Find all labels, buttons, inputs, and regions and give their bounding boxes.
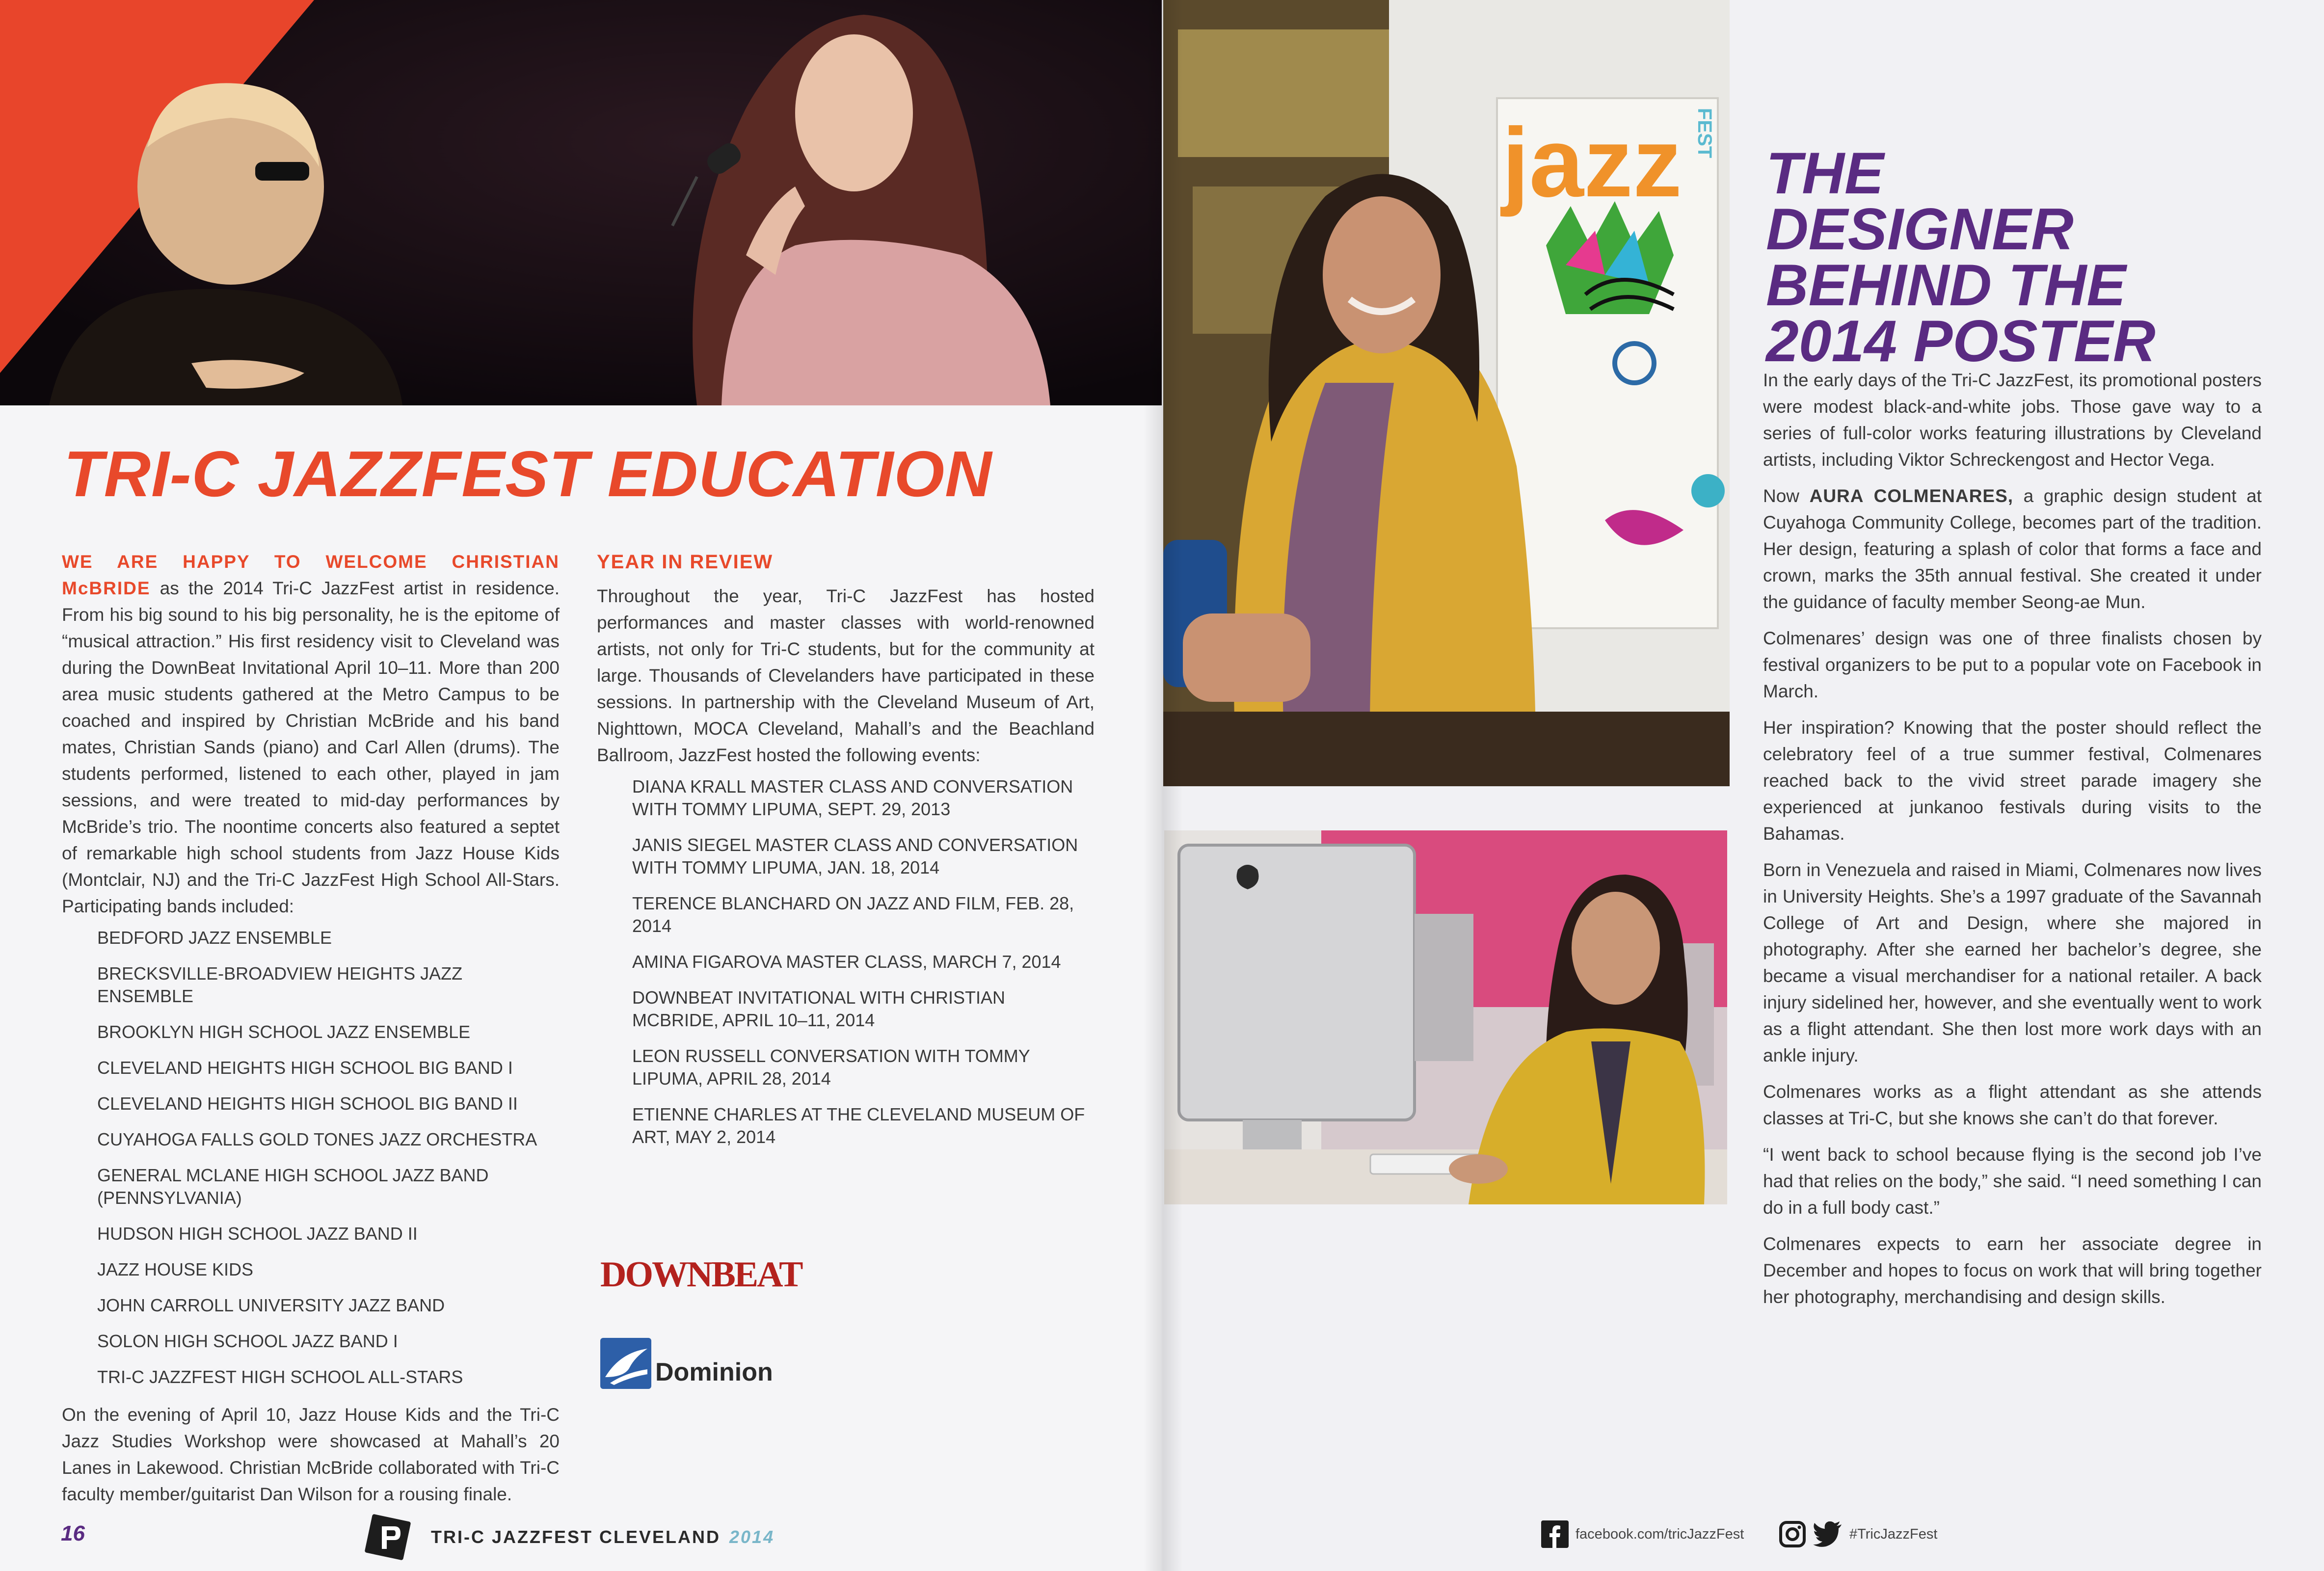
- designer-poster-photo-art: [1163, 0, 1730, 786]
- facebook-icon: [1541, 1520, 1569, 1548]
- band-item: BROOKLYN HIGH SCHOOL JAZZ ENSEMBLE: [97, 1022, 471, 1042]
- event-item: TERENCE BLANCHARD ON JAZZ AND FILM, FEB. 28, 2014: [632, 893, 1074, 936]
- band-item: BEDFORD JAZZ ENSEMBLE: [97, 928, 332, 948]
- band-list: [97, 927, 560, 1388]
- article-paragraph: “I went back to school because flying is the second job I’ve had that relies on the body,” she said. “I need something I can do in a full body cast.”: [1763, 1145, 2262, 1218]
- intro-lead-name: McBRIDE: [62, 578, 151, 598]
- facebook-link[interactable]: [1541, 1520, 1744, 1548]
- event-item: ETIENNE CHARLES AT THE CLEVELAND MUSEUM OF ART, MAY 2, 2014: [632, 1104, 1085, 1147]
- article-paragraph: Colmenares works as a flight attendant as she attends classes at Tri-C, but she knows she can’t do that forever.: [1763, 1082, 2262, 1128]
- intro-body: as the 2014 Tri-C JazzFest artist in residence. From his big sound to his big personality, he is the epitome of “musical attraction.” His first residency visit to Cleveland was during the DownBeat Invitational April 10–11. More than 200 area music students gathered at the Metro Campus to be coached and inspired by Christian McBride and his band mates, Christian Sands (piano) and Carl Allen (drums). The students performed, listened to each other, played in jam sessions, and were treated to mid-day performances by McBride’s trio. The noontime concerts also featured a septet of remarkable high school students from Jazz House Kids (Montclair, NJ) and the Tri-C JazzFest High School All-Stars. Participating bands included:: [62, 578, 560, 916]
- playhouse-square-logo-icon: [364, 1514, 411, 1561]
- article-paragraph: [1763, 483, 2262, 615]
- singers-photo: [0, 0, 1162, 405]
- education-column-1: [62, 549, 560, 1508]
- article-paragraph: In the early days of the Tri-C JazzFest, its promotional posters were modest black-and-white jobs. Those gave way to a series of full-color works featuring illustrations by Cleveland artists, including Viktor Schreckengost and Hector Vega.: [1763, 370, 2262, 470]
- closing-paragraph: On the evening of April 10, Jazz House Kids and the Tri-C Jazz Studies Workshop were showcased at Mahall’s 20 Lanes in Lakewood. Christian McBride collaborated with Tri-C faculty member/guitarist Dan Wilson for a rousing finale.: [62, 1405, 560, 1504]
- article-paragraph: Her inspiration? Knowing that the poster should reflect the celebratory feel of a true summer festival, Colmenares reached back to the vivid street parade imagery she experienced at junkanoo festivals during visits to the Bahamas.: [1763, 718, 2262, 844]
- article-paragraph: Colmenares expects to earn her associate degree in December and hopes to focus on work that will bring together her photography, merchandising and design skills.: [1763, 1234, 2262, 1307]
- designer-poster-photo: [1163, 0, 1730, 786]
- designer-title-line: 2014 POSTER: [1766, 308, 2156, 374]
- designer-desk-photo-art: [1164, 830, 1727, 1204]
- band-item: CUYAHOGA FALLS GOLD TONES JAZZ ORCHESTRA: [97, 1129, 537, 1149]
- designer-title: [1766, 140, 2208, 374]
- footer-publication: TRI-C JAZZFEST CLEVELAND: [431, 1527, 721, 1547]
- event-item: JANIS SIEGEL MASTER CLASS AND CONVERSATION WITH TOMMY LIPUMA, JAN. 18, 2014: [632, 835, 1078, 878]
- event-item: LEON RUSSELL CONVERSATION WITH TOMMY LIPUMA, APRIL 28, 2014: [632, 1046, 1030, 1089]
- designer-desk-photo: [1164, 830, 1727, 1204]
- year-in-review-body: Throughout the year, Tri-C JazzFest has hosted performances and master classes with world-renowned artists, not only for Tri-C students, but for the community at large. Thousands of Clevelanders have participated in these sessions. In partnership with the Cleveland Museum of Art, Nighttown, MOCA Cleveland, Mahall’s and the Beachland Ballroom, JazzFest hosted the following events:: [597, 586, 1095, 765]
- poster-jazz-word: jazz: [1502, 108, 1682, 217]
- event-list: [632, 775, 1095, 1148]
- designer-title-line: THE DESIGNER: [1766, 140, 2074, 262]
- band-item: TRI-C JAZZFEST HIGH SCHOOL ALL-STARS: [97, 1367, 463, 1387]
- facebook-url: facebook.com/tricJazzFest: [1576, 1526, 1744, 1542]
- designer-article: [1763, 367, 2262, 1320]
- social-hashtag[interactable]: [1779, 1520, 1937, 1548]
- event-item: DOWNBEAT INVITATIONAL WITH CHRISTIAN MCBRIDE, APRIL 10–11, 2014: [632, 987, 1006, 1030]
- poster-fest-word: FEST: [1694, 108, 1715, 159]
- footer-brand: [364, 1514, 775, 1561]
- downbeat-logo: DOWNBEAT: [600, 1254, 802, 1295]
- dominion-logo: [600, 1335, 773, 1389]
- band-item: JOHN CARROLL UNIVERSITY JAZZ BAND: [97, 1295, 445, 1315]
- education-title: TRI-C JAZZFEST EDUCATION: [64, 438, 992, 510]
- footer-year: 2014: [729, 1527, 775, 1547]
- instagram-icon: [1779, 1520, 1806, 1548]
- event-item: AMINA FIGAROVA MASTER CLASS, MARCH 7, 2014: [632, 952, 1061, 972]
- page-number-left: 16: [61, 1521, 85, 1545]
- intro-paragraph: [62, 549, 560, 920]
- band-item: CLEVELAND HEIGHTS HIGH SCHOOL BIG BAND II: [97, 1093, 518, 1114]
- intro-lead-in: WE ARE HAPPY TO WELCOME CHRISTIAN: [62, 552, 560, 572]
- singers-photo-art: [0, 0, 1162, 405]
- designer-title-line: BEHIND THE: [1766, 252, 2126, 318]
- band-item: BRECKSVILLE-BROADVIEW HEIGHTS JAZZ ENSEMBLE: [97, 963, 463, 1006]
- band-item: CLEVELAND HEIGHTS HIGH SCHOOL BIG BAND I: [97, 1058, 513, 1078]
- hashtag-text: #TricJazzFest: [1849, 1526, 1938, 1542]
- twitter-icon: [1813, 1521, 1843, 1547]
- article-paragraph: Born in Venezuela and raised in Miami, Colmenares now lives in University Heights. She’s a 1997 graduate of the Savannah College of Art and Design, where she majored in photography. After she earned her bachelor’s degree, she became a visual merchandiser for a national retailer. A back injury sidelined her, however, and she eventually went to work as a flight attendant. She then lost more work days with an ankle injury.: [1763, 860, 2262, 1065]
- article-text: a graphic design student at Cuyahoga Community College, becomes part of the tradition. Her design, featuring a splash of color that forms a face and crown, marks the 35th annual festival. She created it under the guidance of faculty member Seong-ae Mun.: [1763, 486, 2262, 612]
- designer-name: AURA COLMENARES,: [1809, 486, 2014, 506]
- event-item: DIANA KRALL MASTER CLASS AND CONVERSATION WITH TOMMY LIPUMA, SEPT. 29, 2013: [632, 776, 1073, 819]
- article-lead: Now: [1763, 486, 1800, 506]
- dominion-mark-icon: [600, 1338, 651, 1389]
- band-item: JAZZ HOUSE KIDS: [97, 1259, 254, 1279]
- dominion-wordmark: Dominion: [655, 1358, 773, 1386]
- band-item: HUDSON HIGH SCHOOL JAZZ BAND II: [97, 1224, 418, 1244]
- education-column-2: [597, 549, 1095, 1162]
- article-paragraph: Colmenares’ design was one of three finalists chosen by festival organizers to be put to a popular vote on Facebook in March.: [1763, 628, 2262, 701]
- band-item: SOLON HIGH SCHOOL JAZZ BAND I: [97, 1331, 398, 1351]
- year-in-review-heading: YEAR IN REVIEW: [597, 551, 774, 573]
- band-item: GENERAL MCLANE HIGH SCHOOL JAZZ BAND (PENNSYLVANIA): [97, 1165, 489, 1208]
